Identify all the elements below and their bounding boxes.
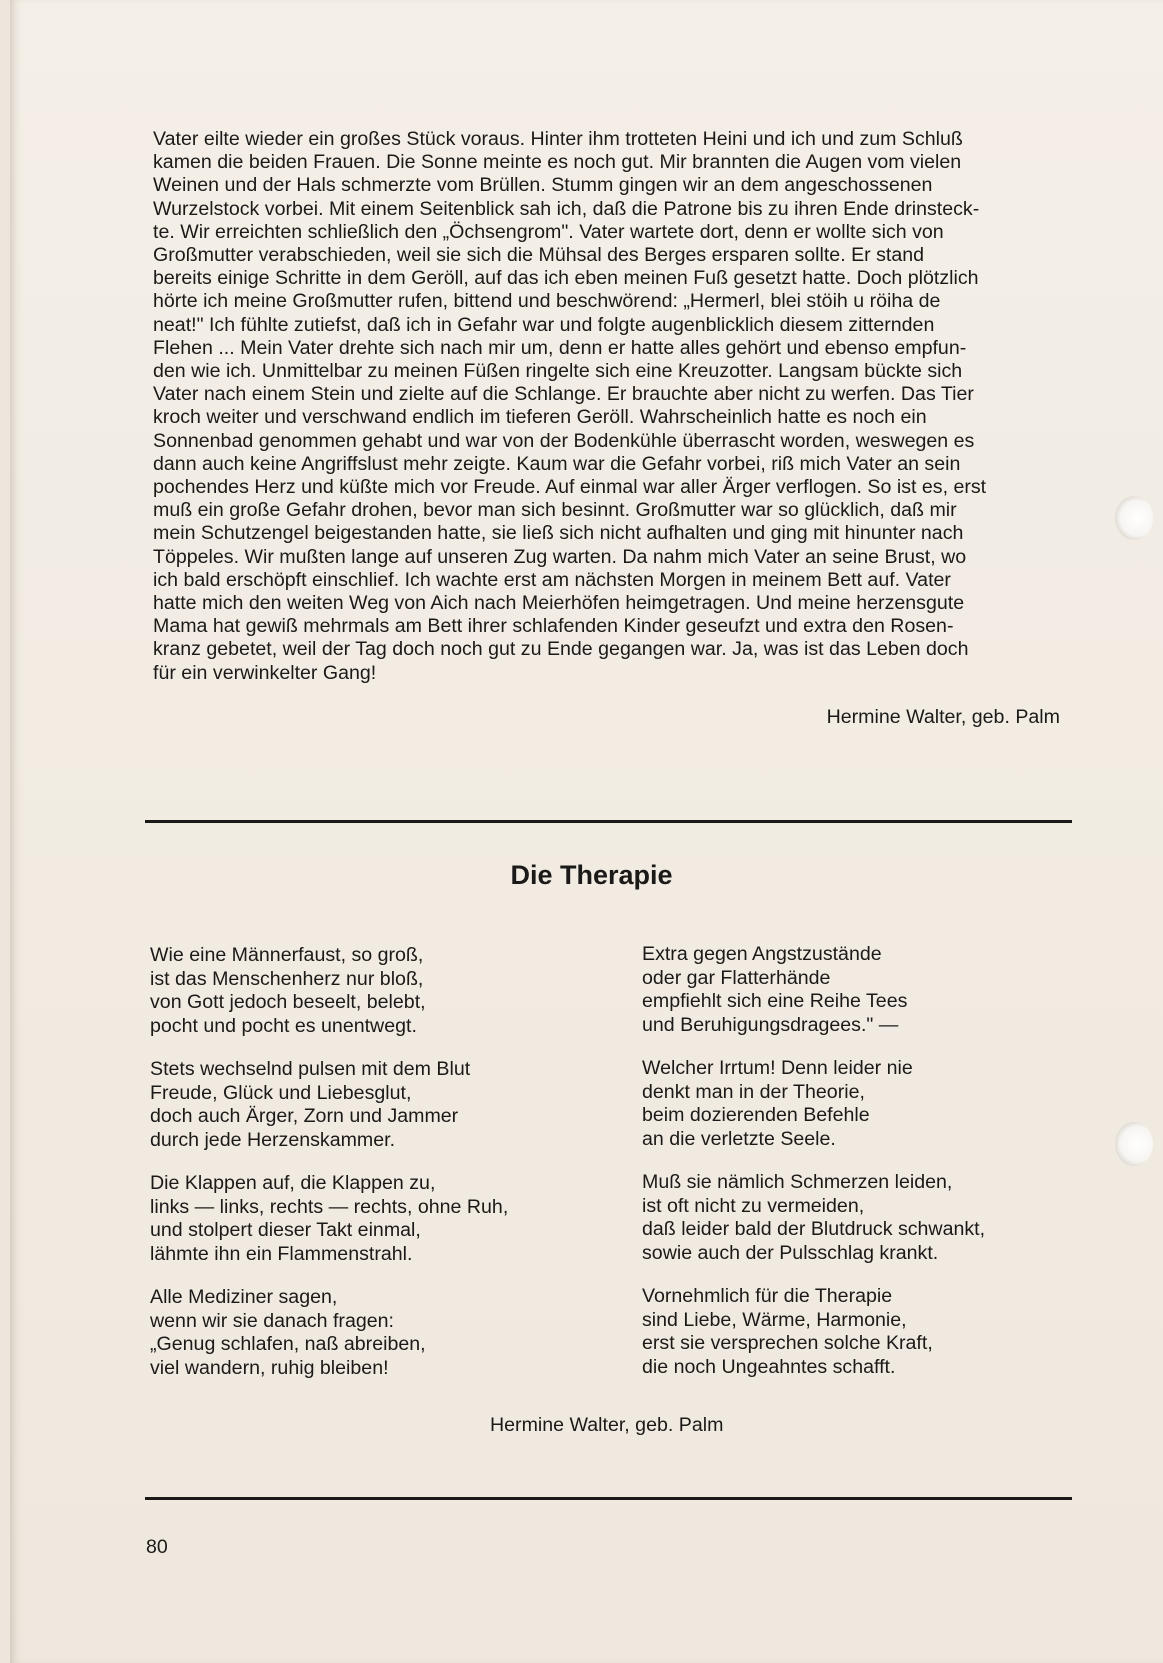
poem-stanza [150,944,610,1038]
poem-line: an die verletzte Seele. [642,1127,836,1150]
prose-line: Weinen und der Hals schmerzte vom Brüllen. Stumm gingen wir an dem angeschossenen [153,174,933,197]
poem-line: Freude, Glück und Liebesglut, [150,1081,412,1104]
poem-line: daß leider bald der Blutdruck schwankt, [642,1218,986,1240]
poem-line: und Beruhigungsdragees." — [642,1013,899,1036]
poem-line: Alle Mediziner sagen, [150,1286,338,1308]
poem-line: Stets wechselnd pulsen mit dem Blut [150,1058,471,1080]
prose-line: bereits einige Schritte in dem Geröll, auf das ich eben meinen Fuß gesetzt hatte. Doch plötzlich [153,267,979,290]
poem-line: sowie auch der Pulsschlag krankt. [642,1241,939,1264]
prose-text [153,128,1070,685]
poem-line: und stolpert dieser Takt einmal, [150,1219,421,1241]
poem-line: beim dozierenden Befehle [642,1104,870,1126]
prose-line: kroch weiter und verschwand endlich im tieferen Geröll. Wahrscheinlich hatte es noch ein [153,406,927,429]
prose-line: Flehen ... Mein Vater drehte sich nach mir um, denn er hatte alles gehört und ebenso empfun- [153,336,967,359]
poem-stanza [642,1057,1102,1151]
prose-line: kamen die beiden Frauen. Die Sonne meinte es noch gut. Mir brannten die Augen vom vielen [153,151,962,174]
prose-line: Wurzelstock vorbei. Mit einem Seitenblick sah ich, daß die Patrone bis zu ihren Ende drinsteck- [153,197,980,220]
poem-stanza [150,1172,610,1266]
poem-stanza [642,1171,1102,1265]
prose-line: neat!" Ich fühlte zutiefst, daß ich in Gefahr war und folgte augenblicklich diesem zitternden [153,313,935,336]
poem-line: Wie eine Männerfaust, so groß, [150,944,424,966]
page-number: 80 [146,1536,168,1558]
poem-line: doch auch Ärger, Zorn und Jammer [150,1105,459,1127]
poem-stanza [642,1285,1102,1379]
poem-line: empfiehlt sich eine Reihe Tees [642,990,908,1012]
poem-line: wenn wir sie danach fragen: [150,1309,394,1332]
poem-line: oder gar Flatterhände [642,966,831,989]
prose-line: kranz gebetet, weil der Tag doch noch gut zu Ende gegangen war. Ja, was ist das Leben doch [153,638,969,661]
prose-line: Großmutter verabschieden, weil sie sich die Mühsal des Berges ersparen sollte. Er stand [153,244,925,267]
divider-top [145,820,1072,823]
poem-line: ist das Menschenherz nur bloß, [150,967,424,990]
prose-line: hörte ich meine Großmutter rufen, bittend und beschwörend: „Hermerl, blei stöih u röiha de [153,290,941,313]
poem-line: denkt man in der Theorie, [642,1080,865,1103]
punch-hole-icon [1115,1122,1153,1166]
poem-line: Die Klappen auf, die Klappen zu, [150,1172,436,1194]
divider-bottom [145,1497,1072,1500]
poem-line: Muß sie nämlich Schmerzen leiden, [642,1171,953,1193]
prose-line: Sonnenbad genommen gehabt und war von der Bodenkühle überrascht worden, weswegen es [153,429,975,452]
poem-line: durch jede Herzenskammer. [150,1128,396,1151]
prose-line: Vater nach einem Stein und zielte auf die Schlange. Er brauchte aber nicht zu werfen. Das Tier [153,383,974,406]
prose-line: hatte mich den weiten Weg von Aich nach Meierhöfen heimgetragen. Und meine herzensgute [153,592,965,615]
poem-line: Vornehmlich für die Therapie [642,1285,893,1307]
page [10,0,1163,1663]
poem-column-right [642,943,1102,1399]
prose-line: muß ein große Gefahr drohen, bevor man sich besinnt. Großmutter war so glücklich, daß mir [153,499,957,522]
poem-line: ist oft nicht zu vermeiden, [642,1194,865,1217]
prose-line: Vater eilte wieder ein großes Stück voraus. Hinter ihm trotteten Heini und ich und zum Schluß [153,128,963,150]
poem-line: Welcher Irrtum! Denn leider nie [642,1057,913,1079]
poem-line: erst sie versprechen solche Kraft, [642,1332,933,1354]
prose-line: Mama hat gewiß mehrmals am Bett ihrer schlafenden Kinder geseufzt und extra den Rosen- [153,615,954,638]
poem-line: die noch Ungeahntes schafft. [642,1355,896,1378]
prose-line: für ein verwinkelter Gang! [153,661,377,684]
poem-column-left [150,944,610,1400]
poem-line: Extra gegen Angstzustände [642,943,882,965]
poem-line: links — links, rechts — rechts, ohne Ruh, [150,1195,509,1218]
punch-hole-icon [1115,496,1153,540]
poem-line: sind Liebe, Wärme, Harmonie, [642,1308,907,1331]
prose-line: den wie ich. Unmittelbar zu meinen Füßen ringelte sich eine Kreuzotter. Langsam bückte sich [153,360,963,383]
signature-prose: Hermine Walter, geb. Palm [826,706,1060,728]
poem-line: pocht und pocht es unentwegt. [150,1014,417,1037]
prose-line: mein Schutzengel beigestanden hatte, sie ließ sich nicht aufhalten und ging mit hinunter nach [153,522,964,545]
prose-line: pochendes Herz und küßte mich vor Freude. Auf einmal war aller Ärger verflogen. So ist es, erst [153,476,987,499]
prose-line: Töppeles. Wir mußten lange auf unseren Zug warten. Da nahm mich Vater an seine Brust, wo [153,545,967,568]
prose-line: dann auch keine Angriffslust mehr zeigte. Kaum war die Gefahr vorbei, riß mich Vater an sein [153,452,961,475]
poem-line: „Genug schlafen, naß abreiben, [150,1333,426,1355]
poem-line: lähmte ihn ein Flammenstrahl. [150,1242,413,1265]
prose-line: te. Wir erreichten schließlich den „Öchsengrom". Vater wartete dort, denn er wollte sich von [153,220,944,243]
prose-line: ich bald erschöpft einschlief. Ich wachte erst am nächsten Morgen in meinem Bett auf. Vater [153,568,951,591]
poem-title: Die Therapie [510,860,673,890]
poem-line: von Gott jedoch beseelt, belebt, [150,991,426,1013]
poem-line: viel wandern, ruhig bleiben! [150,1356,389,1379]
poem-stanza [642,943,1102,1037]
poem-stanza [150,1058,610,1152]
signature-poem: Hermine Walter, geb. Palm [490,1414,724,1436]
poem-stanza [150,1286,610,1380]
